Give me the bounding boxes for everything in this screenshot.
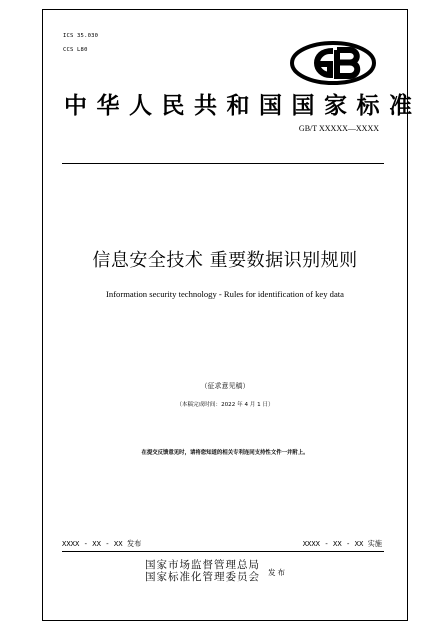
implement-date: XXXX - XX - XX 实施 [302,539,382,548]
draft-label: （征求意见稿） [200,382,250,390]
ics-code: ICS 35.030 [63,33,99,39]
standard-number: GB/T XXXXX—XXXX [298,124,379,133]
title-chinese: 信息安全技术 重要数据识别规则 [92,250,358,271]
issue-date: XXXX - XX - XX 发布 [62,539,142,548]
header-divider [62,163,384,164]
ccs-code: CCS L80 [63,47,88,53]
completion-time: （本稿完成时间：2022 年 4 月 1 日） [176,402,274,408]
standard-name: 中华人民共和国国家标准 [64,92,422,119]
publishers [145,559,260,583]
title-english: Information security technology - Rules for identification of key data [106,289,344,299]
patent-notice: 在提交反馈意见时，请将您知道的相关专利连同支持性文件一并附上。 [141,450,309,456]
publisher-samr: 国家市场监督管理总局 [145,559,260,571]
footer-divider [62,551,384,552]
gb-logo [290,41,376,85]
publisher-sac: 国家标准化管理委员会 [145,571,260,583]
publish-word: 发布 [268,568,287,577]
